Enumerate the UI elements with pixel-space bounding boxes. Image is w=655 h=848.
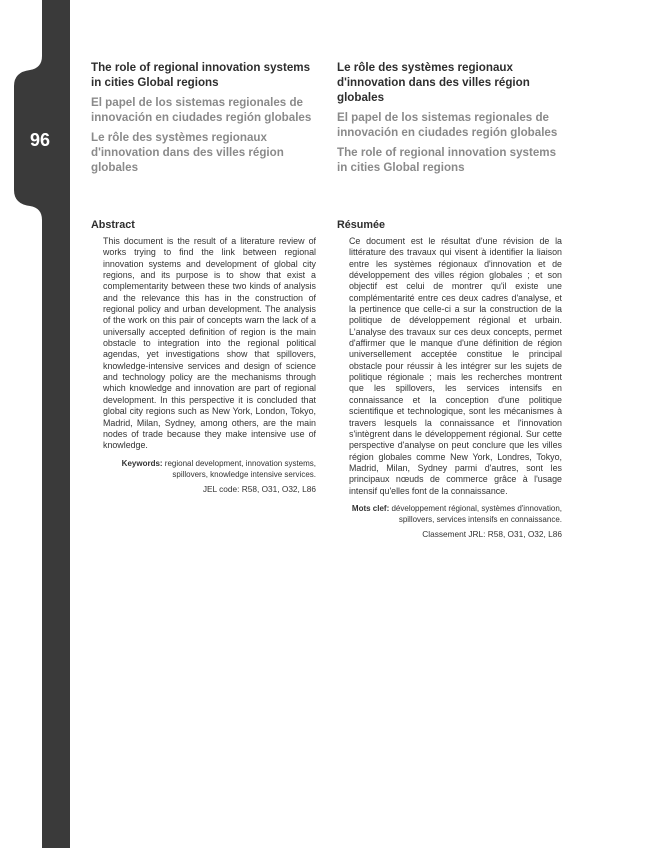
right-titles xyxy=(337,60,562,180)
title-english: The role of regional innovation systems in cities Global regions xyxy=(91,61,311,89)
title-english: The role of regional innovation systems in cities Global regions xyxy=(337,146,557,174)
keywords-label: Mots clef: xyxy=(351,503,390,513)
jel-code: Classement JRL: R58, O31, O32, L86 xyxy=(422,528,562,539)
page-sidebar xyxy=(0,0,70,848)
author-name: Henry Caicedo Asprilla xyxy=(26,681,37,785)
left-titles xyxy=(91,60,316,180)
title-french: Le rôle des systèmes regionaux d'innovation dans des villes région globales xyxy=(337,61,530,104)
abstract-english xyxy=(91,219,316,494)
title-spanish: El papel de los sistemas regionales de innovación en ciudades región globales xyxy=(337,111,558,139)
abstract-body: Ce document est le résultat d'une révision de la littérature des travaux qui visent à identifier la liaison entre les systèmes régionaux d'innovation et de développement des villes région globales ; et son objectif est celui de montrer qu'il existe une complémentarité entre ces deux cadres d'analyse, et la pertinence que celle-ci a sur la construction de la politique de développement régional et urbain. L'analyse des travaux sur ces deux concepts, permet d'affirmer que le manque d'une définition de région universellement acceptée constitue le principal obstacle pour réussir à les intégrer sur les sujets de politique régionale ; mais les recherches montrent que les spillovers, les services intensifs en connaissance et la conception d'une politique scientifique et technologique, sont les mécanismes à travers lesquels la connaissance et l'innovation s'intègrent dans le développement régional. Sur cette perspective d'analyse on peut conclure que les villes région globales comme New York, Londres, Tokyo, Madrid, Milan, Sydney parmi d'autres, sont les principaux nœuds de commerce grâce à l'usage intensif qu'elles font de la connaissance. xyxy=(349,236,562,496)
keywords-text: développement régional, systèmes d'innovation, spillovers, services intensifs en connaissance. xyxy=(389,503,562,524)
keywords-label: Keywords: xyxy=(121,458,163,468)
keywords-text: regional development, innovation systems, spillovers, knowledge intensive services. xyxy=(162,458,316,479)
page-number: 96 xyxy=(29,130,51,150)
title-french: Le rôle des systèmes regionaux d'innovation dans des villes région globales xyxy=(91,131,284,174)
keywords xyxy=(91,458,316,480)
keywords xyxy=(337,503,562,525)
jel-code: JEL code: R58, O31, O32, L86 xyxy=(202,483,316,494)
abstract-body: This document is the result of a literature review of works trying to find the link between regional innovation systems and development of global city regions, and its purpose is to show that exist a complementarity between these two kinds of analysis and the relevance this has in the construction of regional policy and urban development. The analysis of the work on this pair of concepts warn the lack of a universally accepted definition of region is the main obstacle to integration into the regional political agendas, yet investigations show that spillovers, knowledge-intensive services and design of science and technology policy are the mechanisms through which knowledge and innovation are part of regional development. In this perspective it is concluded that global city regions such as New York, London, Tokyo, Madrid, Milan, Sydney, among others, are the main nodes of trade because they make intensive use of knowledge. xyxy=(103,236,316,451)
title-spanish: El papel de los sistemas regionales de innovación en ciudades región globales xyxy=(91,96,312,124)
abstract-heading: Abstract xyxy=(91,219,135,231)
abstract-heading: Résumée xyxy=(337,219,386,231)
abstract-french xyxy=(337,219,562,539)
